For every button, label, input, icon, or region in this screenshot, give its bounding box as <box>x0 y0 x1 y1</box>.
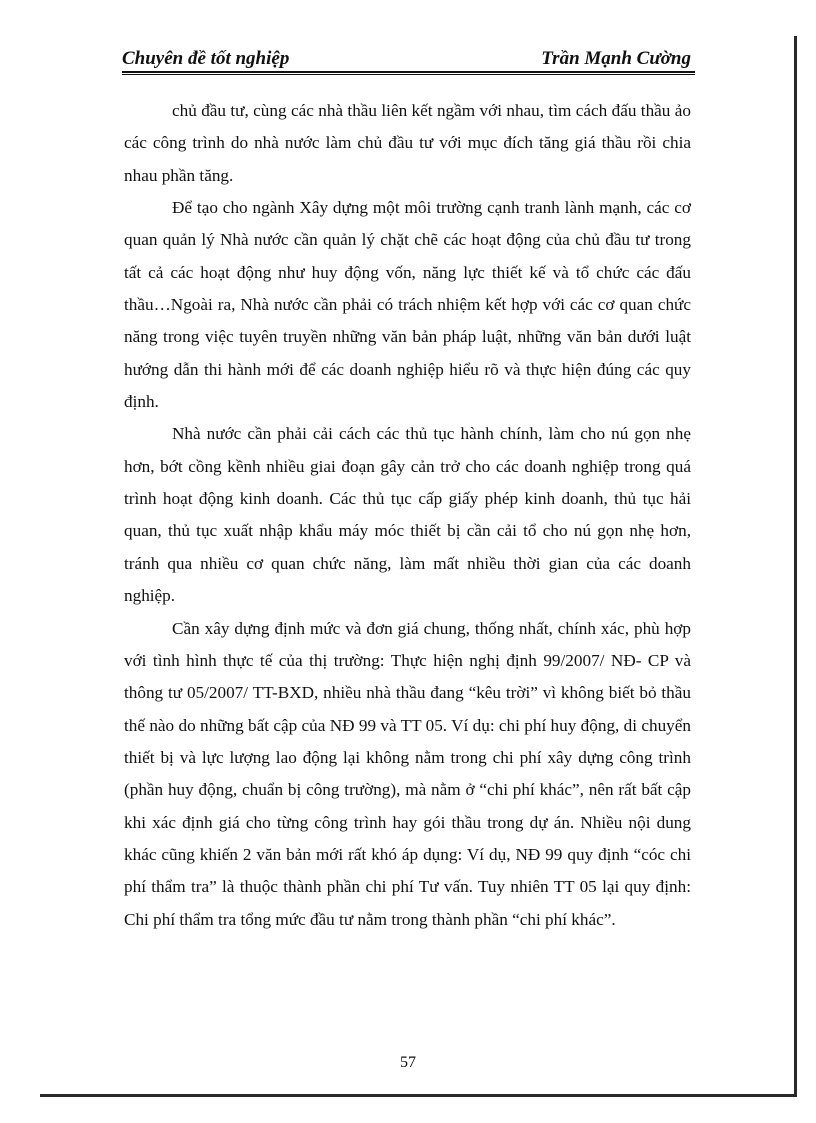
body-text <box>124 95 691 936</box>
paragraph-competition-environment: Để tạo cho ngành Xây dựng một môi trường cạnh tranh lành mạnh, các cơ quan quản lý Nhà nước cần quản lý chặt chẽ các hoạt động của chủ đầu tư trong tất cả các hoạt động như huy động vốn, năng lực thiết kế và tổ chức các đấu thầu…Ngoài ra, Nhà nước cần phải có trách nhiệm kết hợp với các cơ quan chức năng trong việc tuyên truyền những văn bản pháp luật, những văn bản dưới luật hướng dẫn thi hành mới để các doanh nghiệp hiểu rõ và thực hiện đúng các quy định. <box>124 198 691 412</box>
paragraph-administrative-reform: Nhà nước cần phải cải cách các thủ tục hành chính, làm cho nú gọn nhẹ hơn, bớt cồng kềnh nhiều giai đoạn gây cản trở cho các doanh nghiệp trong quá trình hoạt động kinh doanh. Các thủ tục cấp giấy phép kinh doanh, thủ tục hải quan, thủ tục xuất nhập khẩu máy móc thiết bị cần cải tổ cho nú gọn nhẹ hơn, tránh qua nhiều cơ quan chức năng, làm mất nhiều thời gian của các doanh nghiệp. <box>124 424 691 606</box>
page-bottom-border <box>40 1094 797 1097</box>
page-header <box>122 46 695 74</box>
page-right-border <box>794 36 797 1096</box>
header-rule-thin <box>122 74 695 75</box>
page-number: 57 <box>400 1054 416 1071</box>
header-rule-thick <box>122 71 695 73</box>
paragraph-continuation: chủ đầu tư, cùng các nhà thầu liên kết ngầm với nhau, tìm cách đấu thầu ảo các công trình do nhà nước làm chủ đầu tư với mục đích tăng giá thầu rồi chia nhau phần tăng. <box>124 101 691 185</box>
header-author-name: Trần Mạnh Cường <box>541 48 691 69</box>
header-document-title: Chuyên đề tốt nghiệp <box>122 48 290 69</box>
paragraph-pricing-norms: Cần xây dựng định mức và đơn giá chung, thống nhất, chính xác, phù hợp với tình hình thực tế của thị trường: Thực hiện nghị định 99/2007/ NĐ- CP và thông tư 05/2007/ TT-BXD, nhiều nhà thầu đang “kêu trời” vì không biết bỏ thầu thế nào do những bất cập của NĐ 99 và TT 05. Ví dụ: chi phí huy động, di chuyển thiết bị và lực lượng lao động lại không nằm trong chi phí xây dựng công trình (phần huy động, chuẩn bị công trường), mà nằm ở “chi phí khác”, nên rất bất cập khi xác định giá cho từng công trình hay gói thầu trong dự án. Nhiều nội dung khác cũng khiến 2 văn bản mới rất khó áp dụng: Ví dụ, NĐ 99 quy định “cóc chi phí thẩm tra” là thuộc thành phần chi phí Tư vấn. Tuy nhiên TT 05 lại quy định: Chi phí thẩm tra tổng mức đầu tư nằm trong thành phần “chi phí khác”. <box>124 618 691 929</box>
